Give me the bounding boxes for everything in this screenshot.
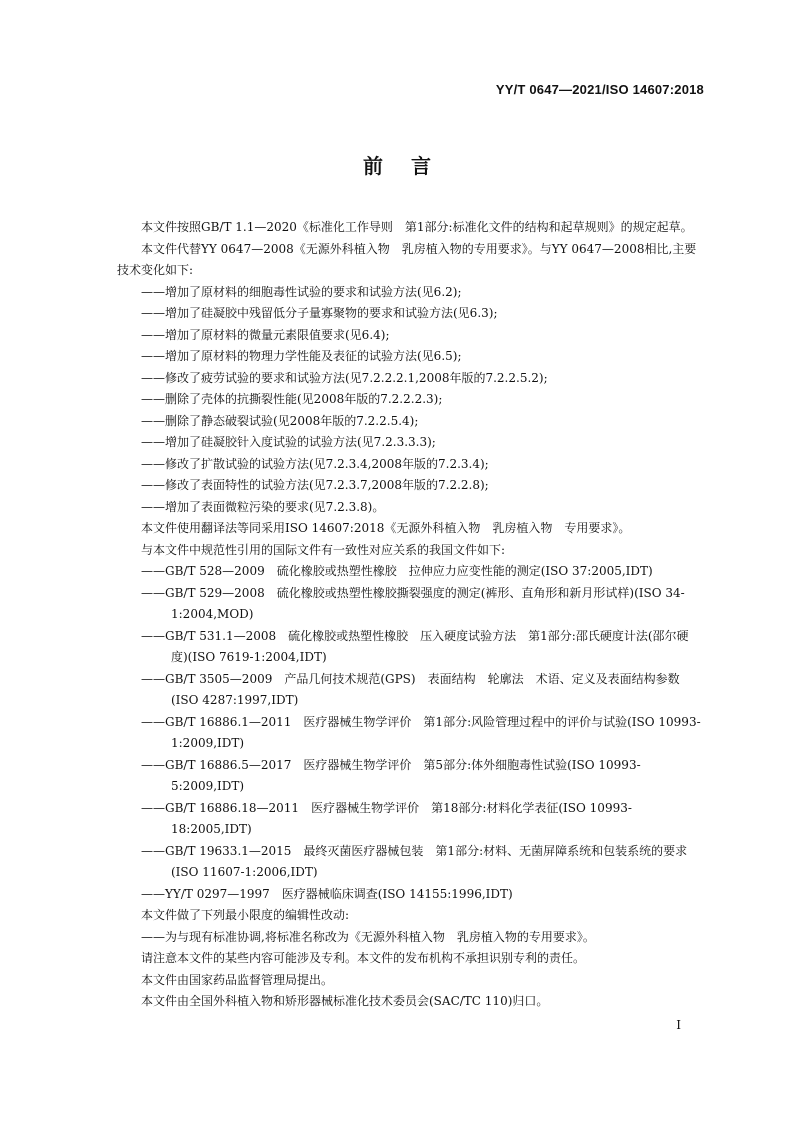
paragraph-committee: 本文件由全国外科植入物和矫形器械标准化技术委员会(SAC/TC 110)归口。 [141, 994, 549, 1008]
list-item: ——修改了扩散试验的试验方法(见7.2.3.4,2008年版的7.2.3.4); [141, 456, 489, 471]
list-item: ——删除了壳体的抗撕裂性能(见2008年版的7.2.2.2.3); [141, 392, 443, 406]
list-item: ——增加了原材料的细胞毒性试验的要求和试验方法(见6.2); [141, 284, 462, 299]
list-item: ——修改了表面特性的试验方法(见7.2.3.7,2008年版的7.2.2.8); [141, 478, 489, 492]
list-item: ——GB/T 16886.5—2017 医疗器械生物学评价 第5部分:体外细胞毒性试验(ISO 10993-5:2009,IDT) [141, 757, 641, 793]
references-list [117, 561, 705, 905]
paragraph-normative-refs: 与本文件中规范性引用的国际文件有一致性对应关系的我国文件如下: [141, 542, 506, 557]
list-item: ——GB/T 528—2009 硫化橡胶或热塑性橡胶 拉伸应力应变性能的测定(ISO 37:2005,IDT) [141, 564, 653, 578]
list-item: ——GB/T 3505—2009 产品几何技术规范(GPS) 表面结构 轮廓法 术语、定义及表面结构参数(ISO 4287:1997,IDT) [141, 671, 680, 707]
list-item: ——增加了硅凝胶针入度试验的试验方法(见7.2.3.3.3); [141, 435, 436, 449]
list-item: ——GB/T 16886.1—2011 医疗器械生物学评价 第1部分:风险管理过程中的评价与试验(ISO 10993-1:2009,IDT) [141, 714, 701, 750]
list-item: ——GB/T 16886.18—2011 医疗器械生物学评价 第18部分:材料化学表征(ISO 10993-18:2005,IDT) [141, 800, 632, 836]
paragraph-drafting-rule: 本文件按照GB/T 1.1—2020《标准化工作导则 第1部分:标准化文件的结构和起草规则》的规定起草。 [141, 220, 693, 234]
list-item: ——为与现有标准协调,将标准名称改为《无源外科植入物 乳房植入物的专用要求》。 [141, 929, 595, 944]
page-number: I [676, 1018, 681, 1032]
list-item: ——增加了原材料的微量元素限值要求(见6.4); [141, 327, 390, 342]
list-item: ——修改了疲劳试验的要求和试验方法(见7.2.2.2.1,2008年版的7.2.2.5.2); [141, 370, 548, 385]
list-item: ——增加了表面微粒污染的要求(见7.2.3.8)。 [141, 499, 385, 514]
list-item: ——删除了静态破裂试验(见2008年版的7.2.2.5.4); [141, 413, 419, 428]
paragraph-replacement: 本文件代替YY 0647—2008《无源外科植入物 乳房植入物的专用要求》。与YY 0647—2008相比,主要技术变化如下: [117, 241, 697, 277]
list-item: ——YY/T 0297—1997 医疗器械临床调查(ISO 14155:1996,IDT) [141, 886, 513, 901]
page-title: 前言 [363, 154, 459, 178]
list-item: ——增加了原材料的物理力学性能及表征的试验方法(见6.5); [141, 349, 462, 363]
paragraph-editorial: 本文件做了下列最小限度的编辑性改动: [141, 908, 350, 922]
list-item: ——GB/T 531.1—2008 硫化橡胶或热塑性橡胶 压入硬度试验方法 第1部分:邵氏硬度计法(邵尔硬度)(ISO 7619-1:2004,IDT) [141, 628, 689, 664]
list-item: ——增加了硅凝胶中残留低分子量寡聚物的要求和试验方法(见6.3); [141, 306, 498, 320]
paragraph-adoption: 本文件使用翻译法等同采用ISO 14607:2018《无源外科植入物 乳房植入物 专用要求》。 [141, 521, 631, 535]
list-item: ——GB/T 529—2008 硫化橡胶或热塑性橡胶撕裂强度的测定(裤形、直角形和新月形试样)(ISO 34-1:2004,MOD) [141, 585, 685, 621]
standard-code-header: YY/T 0647—2021/ISO 14607:2018 [495, 82, 704, 97]
paragraph-patent-notice: 请注意本文件的某些内容可能涉及专利。本文件的发布机构不承担识别专利的责任。 [141, 951, 586, 965]
paragraph-proposer: 本文件由国家药品监督管理局提出。 [141, 972, 334, 987]
foreword-body [117, 217, 705, 1013]
changes-list [117, 282, 705, 519]
list-item: ——GB/T 19633.1—2015 最终灭菌医疗器械包装 第1部分:材料、无菌屏障系统和包装系统的要求(ISO 11607-1:2006,IDT) [141, 843, 688, 879]
